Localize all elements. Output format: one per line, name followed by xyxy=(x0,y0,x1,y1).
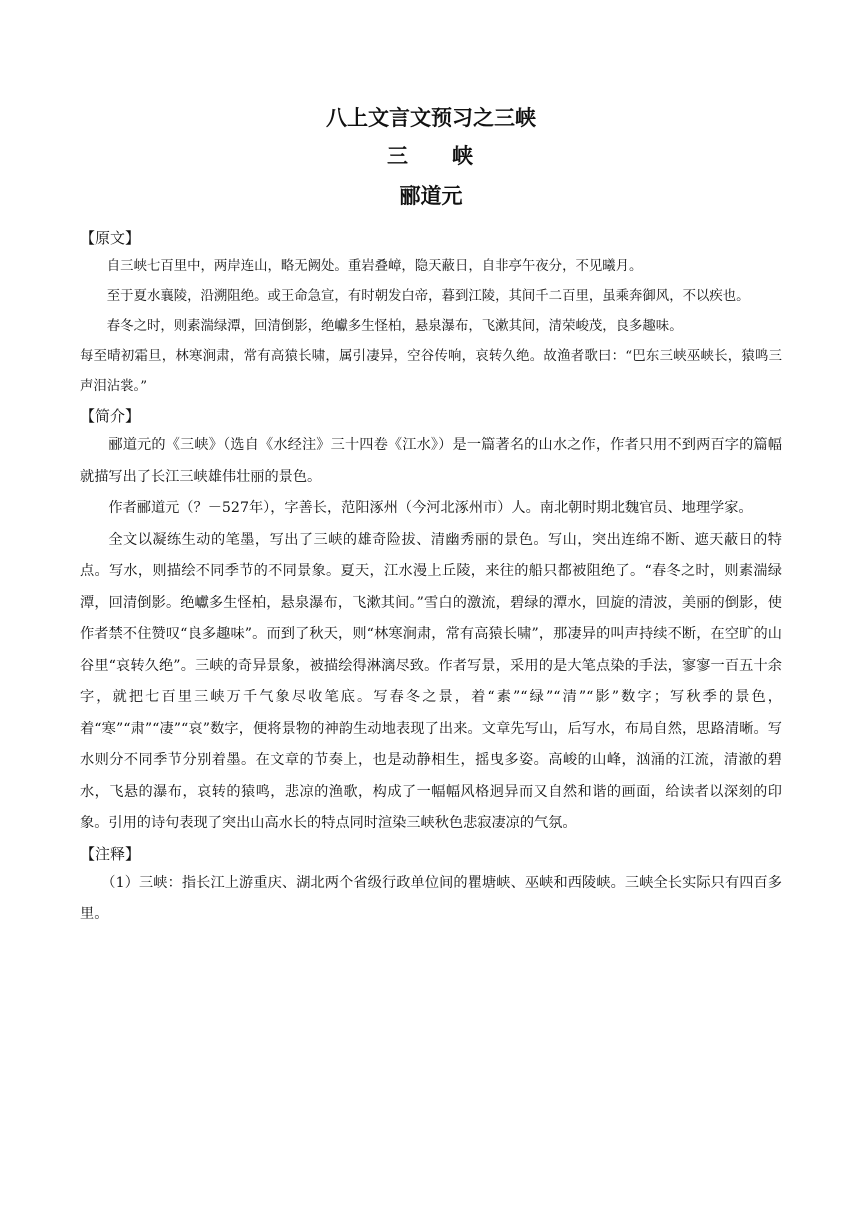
essay-title-part2: 峡 xyxy=(452,144,475,168)
note-item: （1）三峡：指长江上游重庆、湖北两个省级行政单位间的瞿塘峡、巫峡和西陵峡。三峡全长实际只有四百多里。 xyxy=(80,874,782,922)
original-text-section xyxy=(80,224,782,402)
notes-section xyxy=(80,840,782,931)
essay-title-part1: 三 xyxy=(387,144,410,168)
original-paragraph: 至于夏水襄陵，沿溯阻绝。或王命急宣，有时朝发白帝，暮到江陵，其间千二百里，虽乘奔御风，不以疾也。 xyxy=(106,289,750,304)
original-paragraph: 自三峡七百里中，两岸连山，略无阙处。重岩叠嶂，隐天蔽日，自非亭午夜分，不见曦月。 xyxy=(106,259,643,274)
intro-paragraph: 全文以凝练生动的笔墨，写出了三峡的雄奇险拔、清幽秀丽的景色。写山，突出连绵不断、遮天蔽日的特点。写水，则描绘不同季节的不同景象。夏天，江水漫上丘陵，来往的船只都被阻绝了。“春冬之时，则素湍绿潭，回清倒影。绝巘多生怪柏，悬泉瀑布，飞漱其间。”雪白的激流，碧绿的潭水，回旋的清波，美丽的倒影，使作者禁不住赞叹“良多趣味”。而到了秋天，则“林寒涧肃，常有高猿长啸”，那凄异的叫声持续不断，在空旷的山谷里“哀转久绝”。三峡的奇异景象，被描绘得淋漓尽致。作者写景，采用的是大笔点染的手法，寥寥一百五十余字，就把七百里三峡万千气象尽收笔底。写春冬之景，着“素”“绿”“清”“影”数字；写秋季的景色，着“寒”“肃”“凄”“哀”数字，便将景物的神韵生动地表现了出来。文章先写山，后写水，布局自然，思路清晰。写水则分不同季节分别着墨。在文章的节奏上，也是动静相生，摇曳多姿。高峻的山峰，汹涌的江流，清澈的碧水，飞悬的瀑布，哀转的猿鸣，悲凉的渔歌，构成了一幅幅风格迥异而又自然和谐的画面，给读者以深刻的印象。引用的诗句表现了突出山高水长的特点同时渲染三峡秋色悲寂凄凉的气氛。 xyxy=(80,531,782,831)
intro-heading: 【简介】 xyxy=(80,407,141,425)
document-page xyxy=(80,96,782,931)
original-heading: 【原文】 xyxy=(80,229,141,247)
original-paragraph: 春冬之时，则素湍绿潭，回清倒影，绝巘多生怪柏，悬泉瀑布，飞漱其间，清荣峻茂，良多趣味。 xyxy=(106,319,683,334)
notes-heading: 【注释】 xyxy=(80,844,141,863)
essay-title xyxy=(80,142,782,170)
author-name: 郦道元 xyxy=(399,184,463,208)
intro-paragraph: 郦道元的《三峡》（选自《水经注》三十四卷《江水》）是一篇著名的山水之作，作者只用不到两百字的篇幅就描写出了长江三峡雄伟壮丽的景色。 xyxy=(80,437,782,485)
introduction-section xyxy=(80,402,782,840)
document-title: 八上文言文预习之三峡 xyxy=(326,106,536,130)
original-paragraph: 每至晴初霜旦，林寒涧肃，常有高猿长啸，属引凄异，空谷传响，哀转久绝。故渔者歌曰：“巴东三峡巫峡长，猿鸣三声泪沾裳。” xyxy=(80,349,782,394)
intro-paragraph: 作者郦道元（？－527年），字善长，范阳涿州（今河北涿州市）人。南北朝时期北魏官员、地理学家。 xyxy=(108,500,753,516)
